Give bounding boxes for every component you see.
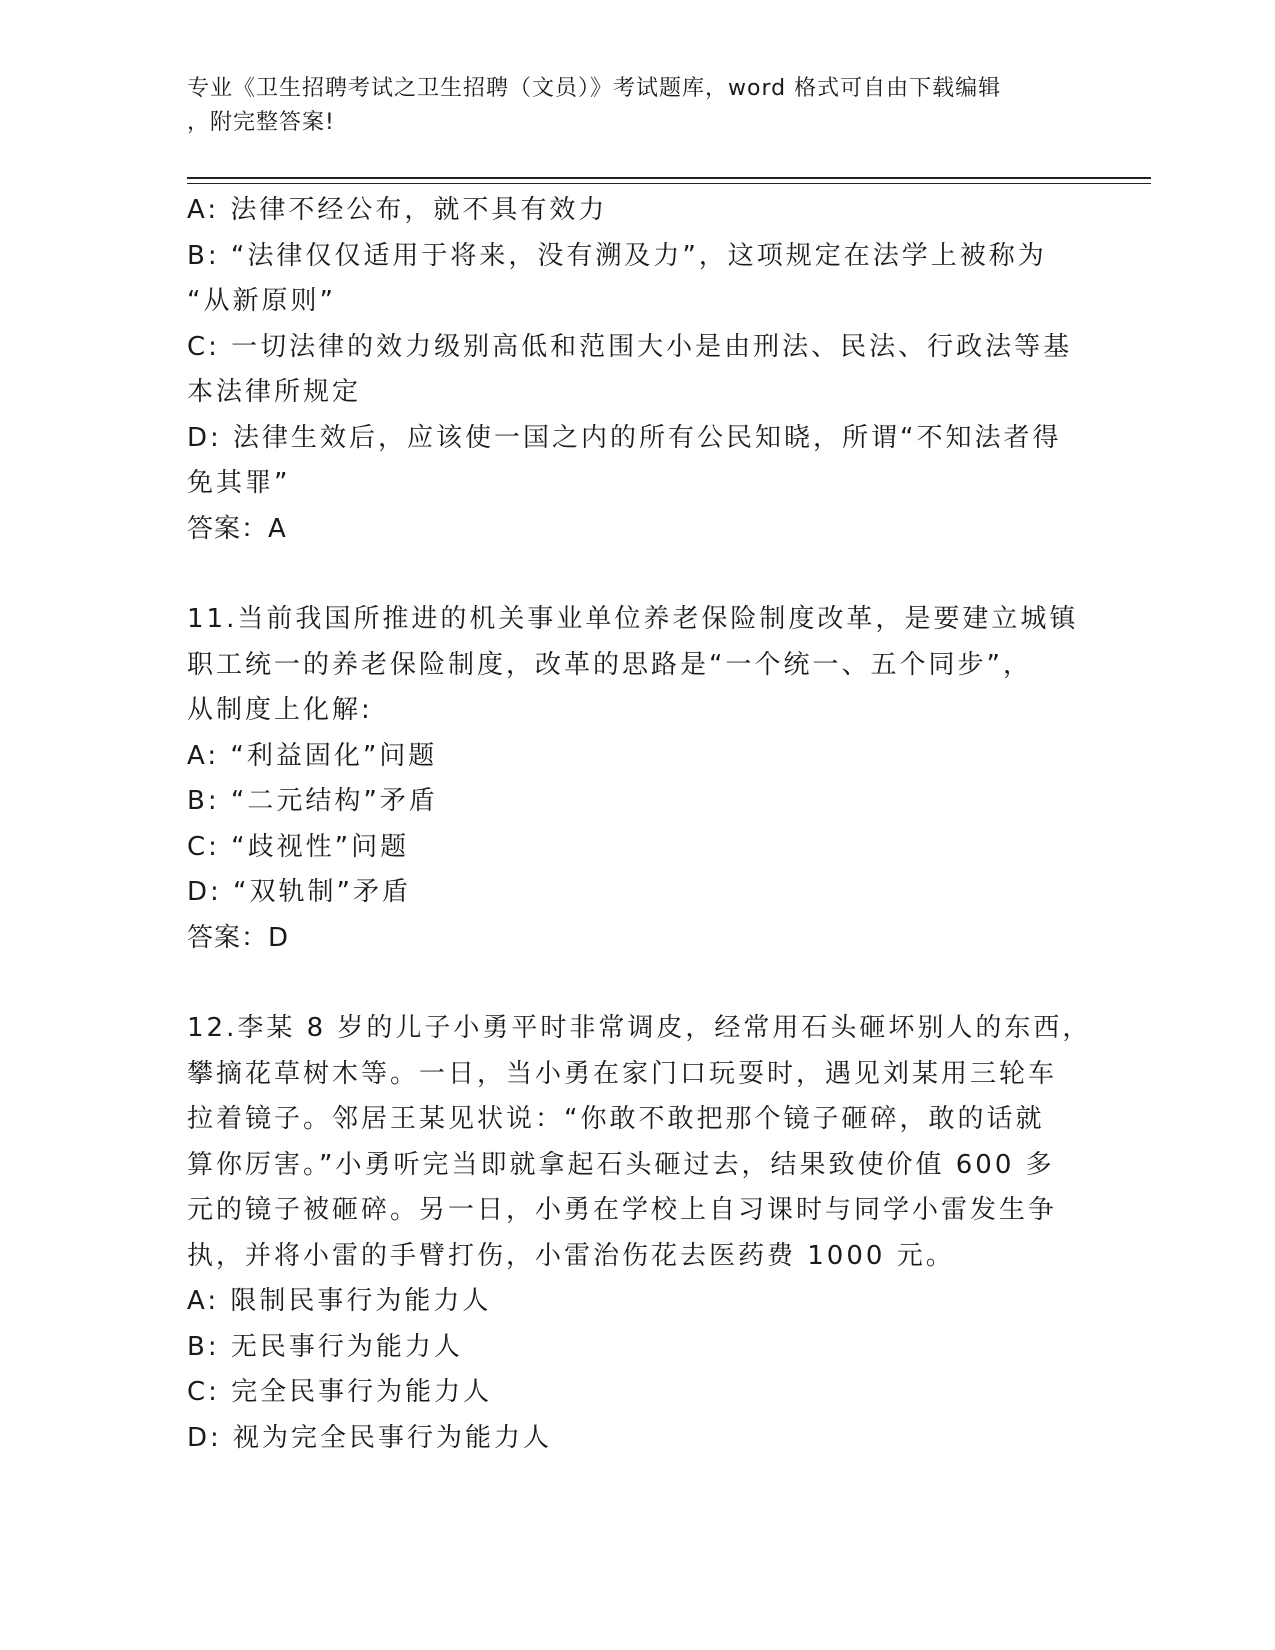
option-d: D: 视为完全民事行为能力人	[187, 1422, 553, 1453]
question-11	[187, 597, 1087, 961]
option-b: B: “法律仅仅适用于将来，没有溯及力”，这项规定在法学上被称为	[187, 240, 1047, 271]
header-title-line-1: 专业《卫生招聘考试之卫生招聘（文员）》考试题库，word 格式可自由下载编辑	[187, 76, 1002, 101]
option-c: C: “歧视性”问题	[187, 831, 410, 862]
option-a: A: 限制民事行为能力人	[187, 1286, 492, 1316]
option-c: C: 一切法律的效力级别高低和范围大小是由刑法、民法、行政法等基	[187, 331, 1073, 362]
option-a: A: 法律不经公布，就不具有效力	[187, 195, 608, 225]
header-divider-thin	[187, 183, 1151, 184]
answer: 答案：D	[187, 922, 290, 953]
option-a: A: “利益固化”问题	[187, 740, 438, 771]
header-title-line-2: ，附完整答案!	[187, 110, 335, 135]
spacer	[187, 552, 1087, 597]
header-divider-thick	[187, 177, 1151, 179]
option-c-continued: 本法律所规定	[187, 377, 362, 407]
option-c: C: 完全民事行为能力人	[187, 1377, 493, 1407]
option-d-continued: 免其罪”	[187, 468, 291, 498]
spacer	[187, 961, 1087, 1006]
option-b: B: “二元结构”矛盾	[187, 786, 438, 816]
question-stem-line: 算你厉害。”小勇听完当即就拿起石头砸过去，结果致使价值 600 多	[187, 1149, 1055, 1180]
option-d: D: “双轨制”矛盾	[187, 877, 411, 907]
option-d: D: 法律生效后，应该使一国之内的所有公民知晓，所谓“不知法者得	[187, 422, 1062, 453]
question-stem-line: 执，并将小雷的手臂打伤，小雷治伤花去医药费 1000 元。	[187, 1240, 955, 1271]
page-header	[187, 72, 1067, 140]
question-stem-line: 职工统一的养老保险制度，改革的思路是“一个统一、五个同步”，	[187, 649, 1032, 680]
option-b-continued: “从新原则”	[187, 286, 336, 316]
question-stem-line: 攀摘花草树木等。一日，当小勇在家门口玩耍时，遇见刘某用三轮车	[187, 1058, 1058, 1089]
question-12	[187, 1006, 1092, 1461]
question-stem-line: 拉着镜子。邻居王某见状说：“你敢不敢把那个镜子砸碎，敢的话就	[187, 1104, 1045, 1134]
question-stem-line: 12.李某 8 岁的儿子小勇平时非常调皮，经常用石头砸坏别人的东西，	[187, 1013, 1092, 1043]
question-content	[187, 188, 1092, 1461]
question-stem-line: 11.当前我国所推进的机关事业单位养老保险制度改革，是要建立城镇	[187, 604, 1079, 634]
question-stem-line: 元的镜子被砸碎。另一日，小勇在学校上自习课时与同学小雷发生争	[187, 1195, 1058, 1225]
answer: 答案：A	[187, 513, 287, 544]
question-10	[187, 188, 1087, 552]
question-stem-line: 从制度上化解:	[187, 695, 373, 725]
option-b: B: 无民事行为能力人	[187, 1331, 463, 1362]
